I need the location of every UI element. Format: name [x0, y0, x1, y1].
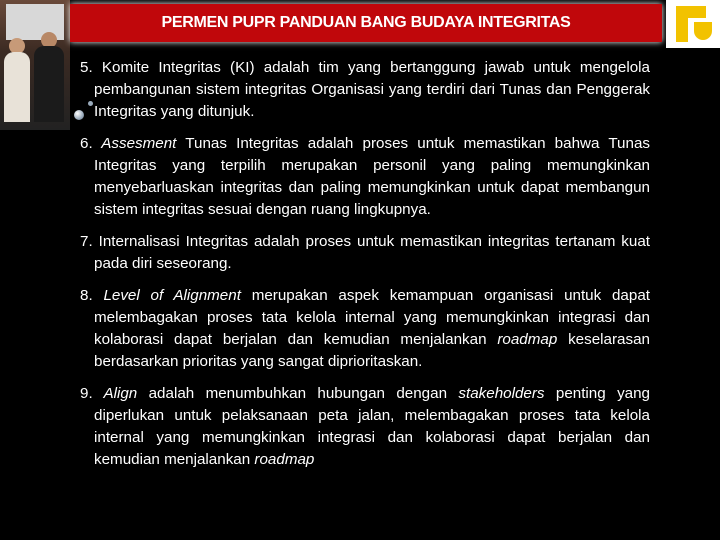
paragraph-text: penting yang diperlukan untuk pelaksanaan peta jalan, melembagakan proses tata kelola internal yang memungkinkan integrasi dan kolaborasi dapat berjalan dan kemudian menjalankan: [94, 385, 650, 468]
paragraph-number: 7.: [80, 233, 93, 250]
paragraph-number: 8.: [80, 287, 93, 304]
definition-paragraph: [80, 133, 650, 221]
paragraph-number: 9.: [80, 385, 93, 402]
slide-content: [80, 57, 650, 481]
paragraph-number: 5.: [80, 59, 93, 76]
pupr-logo: [666, 0, 720, 48]
person-figure: [34, 46, 64, 122]
italic-term: Assesment: [92, 135, 177, 152]
definition-paragraph: [80, 231, 650, 275]
definition-paragraph: [80, 57, 650, 123]
paragraph-text: keselarasan berdasarkan prioritas yang sangat diprioritaskan.: [94, 331, 650, 370]
title-bar: [70, 4, 662, 42]
italic-term: Align: [92, 385, 138, 402]
paragraph-text: adalah menumbuhkan hubungan dengan: [137, 385, 459, 402]
paragraph-text: Internalisasi Integritas adalah proses untuk memastikan integritas tertanam kuat pada diri seseorang.: [92, 233, 650, 272]
header-photo: [0, 0, 70, 130]
slide-title: PERMEN PUPR PANDUAN BANG BUDAYA INTEGRITAS: [161, 14, 571, 31]
paragraph-text: Komite Integritas (KI) adalah tim yang bertanggung jawab untuk mengelola pembangunan sistem integritas Organisasi yang terdiri dari Tunas dan Penggerak Integritas yang ditunjuk.: [92, 59, 650, 120]
paragraph-text: Tunas Integritas adalah proses untuk memastikan bahwa Tunas Integritas yang terpilih merupakan personil yang paling memungkinkan menyebarluaskan integritas dan paling memungkinkan untuk dapat membangun sistem integritas sesuai dengan ruang lingkupnya.: [94, 135, 650, 218]
italic-term: roadmap: [254, 451, 315, 468]
definition-paragraph: [80, 285, 650, 373]
person-figure: [4, 52, 30, 122]
paragraph-number: 6.: [80, 135, 93, 152]
italic-term: roadmap: [497, 331, 558, 348]
paragraph-text: merupakan aspek kemampuan organisasi untuk dapat melembagakan proses tata kelola internal yang memungkinkan integrasi dan kolaborasi dapat berjalan dan kemudian menjalankan: [94, 287, 650, 348]
definition-paragraph: [80, 383, 650, 471]
italic-term: Level of Alignment: [92, 287, 241, 304]
italic-term: stakeholders: [458, 385, 545, 402]
